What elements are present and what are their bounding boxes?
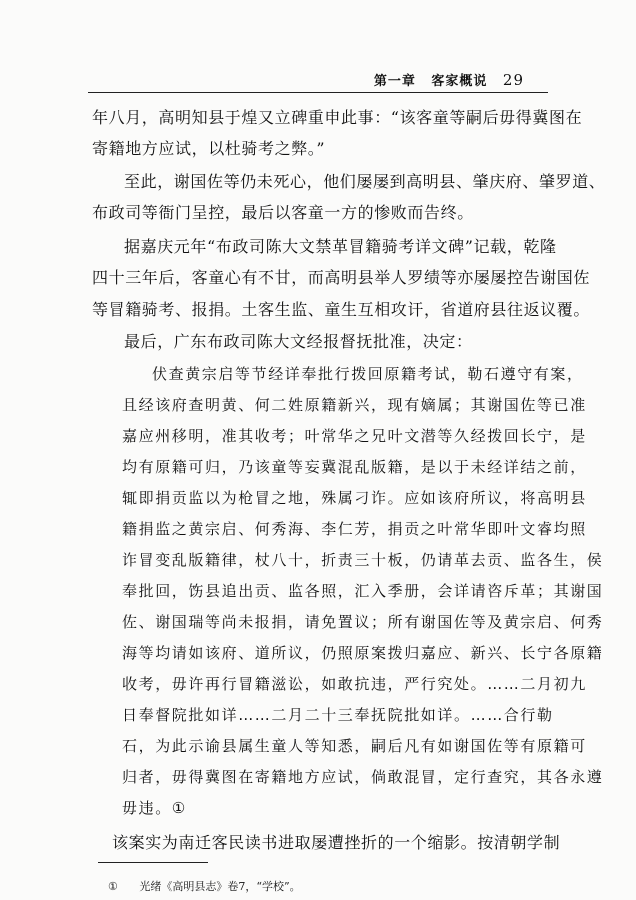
running-header xyxy=(374,70,524,89)
quote-line: 奉批回，饬县追出贡、监各照，汇入季册，会详请咨斥革；其谢国 xyxy=(122,582,604,600)
quote-line: 辄即捐贡监以为枪冒之地，殊属刁诈。应如该府所议，将高明县 xyxy=(122,489,587,507)
quote-line: 收考，毋许再行冒籍滋讼，如敢抗违，严行究处。……二月初九 xyxy=(122,675,587,693)
quote-line: 归者，毋得冀图在寄籍地方应试，倘敢混冒，定行查究，其各永遵 xyxy=(122,768,604,786)
quote-line: 佐、谢国瑞等尚未报捐，请免置议；所有谢国佐等及黄宗启、何秀 xyxy=(122,613,604,631)
chapter-title: 客家概说 xyxy=(431,74,488,89)
body-line: 布政司等衙门呈控，最后以客童一方的惨败而告终。 xyxy=(92,203,474,222)
body-line: 年八月，高明知县于煌又立碑重申此事：“该客童等嗣后毋得冀图在 xyxy=(92,108,583,127)
quote-line: 日奉督院批如详……二月二十三奉抚院批如详。……合行勒 xyxy=(122,706,554,724)
quote-line: 石，为此示谕县属生童人等知悉，嗣后凡有如谢国佐等有原籍可 xyxy=(122,737,587,755)
quote-line: 均有原籍可归，乃该童等妄冀混乱版籍，是以于未经详结之前， xyxy=(122,458,587,476)
header-rule xyxy=(88,92,548,93)
footnote-mark: ① xyxy=(108,880,118,893)
quote-line: 嘉应州移明，准其收考；叶常华之兄叶文潜等久经拨回长宁，是 xyxy=(122,427,587,445)
body-line: 据嘉庆元年“布政司陈大文禁革冒籍骑考详文碑”记载，乾隆 xyxy=(124,237,557,256)
quote-line: 且经该府查明黄、何二姓原籍新兴，现有嫡属；其谢国佐等已准 xyxy=(122,396,587,414)
quote-line: 籍捐监之黄宗启、何秀海、李仁芳，捐贡之叶常华即叶文睿均照 xyxy=(122,520,587,538)
footnote-text: 光绪《高明县志》卷7，“学校”。 xyxy=(139,880,301,893)
page-number: 29 xyxy=(502,71,524,89)
quote-line: 毋违。① xyxy=(122,799,187,817)
footnote xyxy=(108,878,301,894)
body-line: 寄籍地方应试，以杜骑考之弊。” xyxy=(92,139,326,158)
body-line: 最后，广东布政司陈大文经报督抚批准，决定： xyxy=(124,332,473,351)
quote-line: 伏查黄宗启等节经详奉批行拨回原籍考试，勒石遵守有案， xyxy=(152,365,584,383)
body-line: 四十三年后，客童心有不甘，而高明县举人罗绩等亦屡屡控告谢国佐 xyxy=(92,268,591,287)
closing-line: 该案实为南迁客民读书进取屡遭挫折的一个缩影。按清朝学制 xyxy=(112,833,561,852)
chapter-label: 第一章 xyxy=(373,74,416,89)
quote-line: 海等均请如该府、道所议，仍照原案拨归嘉应、新兴、长宁各原籍 xyxy=(122,644,604,662)
footnote-rule xyxy=(98,862,208,863)
body-line: 至此，谢国佐等仍未死心，他们屡屡到高明县、肇庆府、肇罗道、 xyxy=(124,172,606,191)
body-line: 等冒籍骑考、报捐。土客生监、童生互相攻讦，省道府县往返议覆。 xyxy=(92,300,591,319)
quote-line: 诈冒变乱版籍律，杖八十，折责三十板，仍请革去贡、监各生，侯 xyxy=(122,551,604,569)
